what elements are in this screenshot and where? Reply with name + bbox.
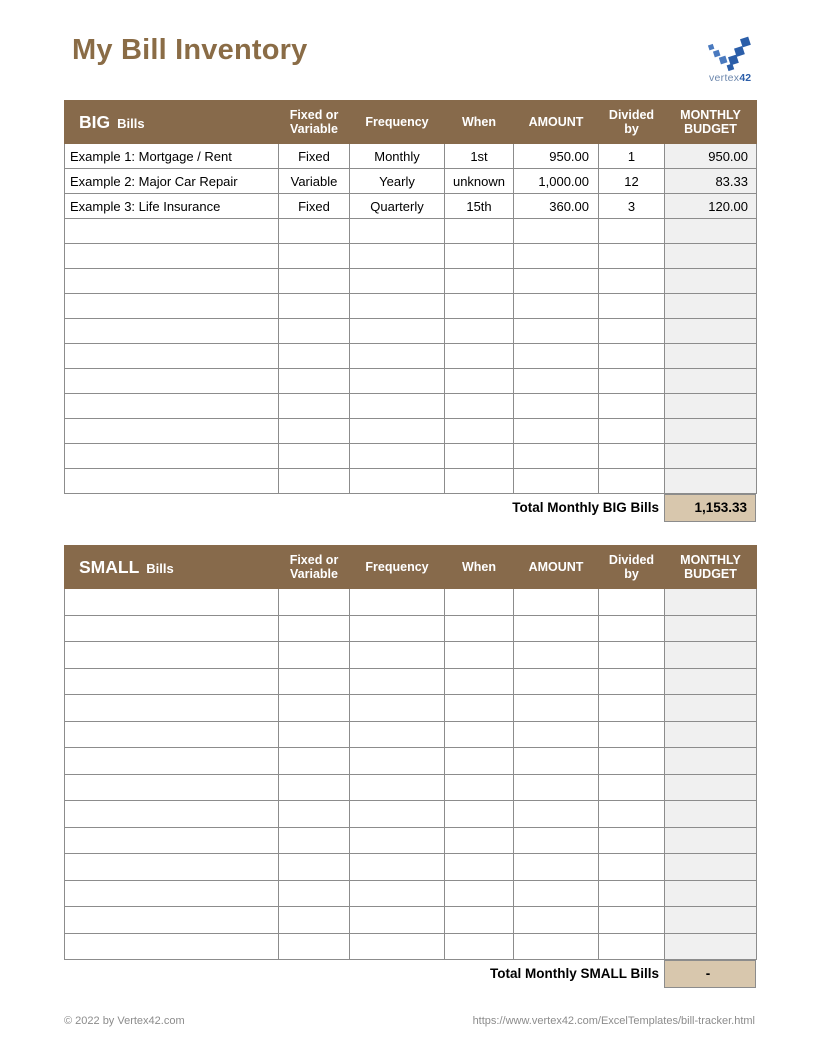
big-empty-row bbox=[65, 244, 757, 269]
frequency-cell bbox=[350, 748, 445, 775]
small-empty-row bbox=[65, 668, 757, 695]
column-header-amount: AMOUNT bbox=[514, 101, 599, 144]
frequency-cell bbox=[350, 801, 445, 828]
when-cell bbox=[445, 444, 514, 469]
divided-by-cell bbox=[599, 419, 665, 444]
bill-name-cell bbox=[65, 615, 279, 642]
fixed-or-variable-cell bbox=[279, 854, 350, 881]
monthly-budget-cell bbox=[665, 444, 757, 469]
column-header-monthly-budget: MONTHLY BUDGET bbox=[665, 546, 757, 589]
monthly-budget-cell bbox=[665, 419, 757, 444]
fixed-or-variable-cell bbox=[279, 344, 350, 369]
amount-cell bbox=[514, 827, 599, 854]
frequency-cell bbox=[350, 668, 445, 695]
small-total-row bbox=[64, 960, 756, 988]
column-header-fixed-or-variable: Fixed or Variable bbox=[279, 101, 350, 144]
divided-by-cell bbox=[599, 854, 665, 881]
monthly-budget-cell bbox=[665, 294, 757, 319]
fixed-or-variable-cell bbox=[279, 801, 350, 828]
monthly-budget-cell bbox=[665, 721, 757, 748]
when-cell bbox=[445, 880, 514, 907]
bill-name-cell bbox=[65, 668, 279, 695]
divided-by-cell bbox=[599, 615, 665, 642]
divided-by-cell: 1 bbox=[599, 144, 665, 169]
frequency-cell: Quarterly bbox=[350, 194, 445, 219]
fixed-or-variable-cell bbox=[279, 695, 350, 722]
amount-cell bbox=[514, 369, 599, 394]
small-empty-row bbox=[65, 880, 757, 907]
monthly-budget-cell bbox=[665, 827, 757, 854]
fixed-or-variable-cell: Fixed bbox=[279, 144, 350, 169]
amount-cell bbox=[514, 642, 599, 669]
divided-by-cell bbox=[599, 469, 665, 494]
vertex42-logo bbox=[698, 36, 762, 84]
bill-name-cell bbox=[65, 801, 279, 828]
amount-cell bbox=[514, 748, 599, 775]
frequency-cell bbox=[350, 219, 445, 244]
small-empty-row bbox=[65, 801, 757, 828]
divided-by-cell bbox=[599, 219, 665, 244]
when-cell: unknown bbox=[445, 169, 514, 194]
big-empty-row bbox=[65, 444, 757, 469]
bill-name-cell bbox=[65, 419, 279, 444]
table-title-main: SMALL bbox=[79, 556, 140, 577]
monthly-budget-cell bbox=[665, 854, 757, 881]
divided-by-cell bbox=[599, 369, 665, 394]
small-empty-row bbox=[65, 695, 757, 722]
bill-name-cell bbox=[65, 748, 279, 775]
frequency-cell bbox=[350, 642, 445, 669]
bill-name-cell bbox=[65, 907, 279, 934]
table-title-main: BIG bbox=[79, 111, 111, 132]
bill-name-cell bbox=[65, 269, 279, 294]
when-cell bbox=[445, 319, 514, 344]
when-cell bbox=[445, 774, 514, 801]
monthly-budget-cell bbox=[665, 344, 757, 369]
fixed-or-variable-cell bbox=[279, 880, 350, 907]
amount-cell bbox=[514, 269, 599, 294]
bill-name-cell: Example 2: Major Car Repair bbox=[65, 169, 279, 194]
big-empty-row bbox=[65, 469, 757, 494]
small-empty-row bbox=[65, 854, 757, 881]
page-footer bbox=[64, 1015, 755, 1027]
when-cell bbox=[445, 854, 514, 881]
when-cell bbox=[445, 907, 514, 934]
amount-cell: 1,000.00 bbox=[514, 169, 599, 194]
frequency-cell bbox=[350, 774, 445, 801]
fixed-or-variable-cell bbox=[279, 444, 350, 469]
when-cell bbox=[445, 419, 514, 444]
frequency-cell bbox=[350, 294, 445, 319]
divided-by-cell bbox=[599, 589, 665, 616]
footer-url-link[interactable]: https://www.vertex42.com/ExcelTemplates/bill-tracker.html bbox=[472, 1015, 755, 1027]
small-bills-title-header bbox=[65, 546, 279, 589]
small-empty-row bbox=[65, 748, 757, 775]
when-cell bbox=[445, 748, 514, 775]
big-total-value-cell: 1,153.33 bbox=[664, 494, 756, 522]
column-header-frequency: Frequency bbox=[350, 546, 445, 589]
monthly-budget-cell: 950.00 bbox=[665, 144, 757, 169]
amount-cell bbox=[514, 907, 599, 934]
fixed-or-variable-cell: Variable bbox=[279, 169, 350, 194]
fixed-or-variable-cell bbox=[279, 642, 350, 669]
amount-cell bbox=[514, 854, 599, 881]
divided-by-cell: 3 bbox=[599, 194, 665, 219]
column-header-fixed-or-variable: Fixed or Variable bbox=[279, 546, 350, 589]
frequency-cell bbox=[350, 394, 445, 419]
bill-name-cell bbox=[65, 695, 279, 722]
monthly-budget-cell bbox=[665, 589, 757, 616]
monthly-budget-cell bbox=[665, 369, 757, 394]
monthly-budget-cell bbox=[665, 748, 757, 775]
divided-by-cell bbox=[599, 444, 665, 469]
monthly-budget-cell bbox=[665, 615, 757, 642]
big-bills-section bbox=[64, 100, 756, 522]
frequency-cell bbox=[350, 907, 445, 934]
when-cell bbox=[445, 294, 514, 319]
amount-cell bbox=[514, 774, 599, 801]
frequency-cell bbox=[350, 269, 445, 294]
big-empty-row bbox=[65, 294, 757, 319]
amount-cell bbox=[514, 294, 599, 319]
fixed-or-variable-cell bbox=[279, 748, 350, 775]
bill-name-cell bbox=[65, 827, 279, 854]
column-header-frequency: Frequency bbox=[350, 101, 445, 144]
frequency-cell bbox=[350, 695, 445, 722]
amount-cell bbox=[514, 801, 599, 828]
monthly-budget-cell bbox=[665, 469, 757, 494]
amount-cell bbox=[514, 219, 599, 244]
column-header-when: When bbox=[445, 101, 514, 144]
fixed-or-variable-cell bbox=[279, 668, 350, 695]
bill-name-cell bbox=[65, 244, 279, 269]
bill-name-cell bbox=[65, 854, 279, 881]
when-cell bbox=[445, 933, 514, 960]
frequency-cell bbox=[350, 721, 445, 748]
column-header-when: When bbox=[445, 546, 514, 589]
bill-name-cell bbox=[65, 933, 279, 960]
amount-cell: 950.00 bbox=[514, 144, 599, 169]
monthly-budget-cell bbox=[665, 642, 757, 669]
bill-name-cell: Example 3: Life Insurance bbox=[65, 194, 279, 219]
copyright-text: © 2022 by Vertex42.com bbox=[64, 1015, 185, 1027]
big-empty-row bbox=[65, 319, 757, 344]
when-cell bbox=[445, 219, 514, 244]
page-title: My Bill Inventory bbox=[72, 34, 308, 66]
when-cell: 1st bbox=[445, 144, 514, 169]
when-cell bbox=[445, 344, 514, 369]
small-bills-section bbox=[64, 545, 756, 988]
frequency-cell bbox=[350, 827, 445, 854]
big-empty-row bbox=[65, 344, 757, 369]
frequency-cell: Yearly bbox=[350, 169, 445, 194]
divided-by-cell bbox=[599, 774, 665, 801]
bill-name-cell bbox=[65, 394, 279, 419]
frequency-cell bbox=[350, 469, 445, 494]
big-empty-row bbox=[65, 269, 757, 294]
frequency-cell bbox=[350, 244, 445, 269]
divided-by-cell bbox=[599, 907, 665, 934]
big-header-row bbox=[65, 101, 757, 144]
divided-by-cell bbox=[599, 244, 665, 269]
when-cell bbox=[445, 721, 514, 748]
big-empty-row bbox=[65, 369, 757, 394]
amount-cell bbox=[514, 880, 599, 907]
big-bill-row bbox=[65, 144, 757, 169]
frequency-cell bbox=[350, 880, 445, 907]
small-empty-row bbox=[65, 827, 757, 854]
small-empty-row bbox=[65, 589, 757, 616]
monthly-budget-cell: 83.33 bbox=[665, 169, 757, 194]
bill-name-cell bbox=[65, 319, 279, 344]
divided-by-cell bbox=[599, 880, 665, 907]
when-cell bbox=[445, 369, 514, 394]
when-cell bbox=[445, 269, 514, 294]
monthly-budget-cell bbox=[665, 219, 757, 244]
frequency-cell bbox=[350, 615, 445, 642]
frequency-cell bbox=[350, 933, 445, 960]
big-bill-row bbox=[65, 169, 757, 194]
when-cell bbox=[445, 695, 514, 722]
frequency-cell bbox=[350, 444, 445, 469]
when-cell bbox=[445, 827, 514, 854]
divided-by-cell: 12 bbox=[599, 169, 665, 194]
small-empty-row bbox=[65, 721, 757, 748]
column-header-monthly-budget: MONTHLY BUDGET bbox=[665, 101, 757, 144]
frequency-cell bbox=[350, 419, 445, 444]
fixed-or-variable-cell bbox=[279, 394, 350, 419]
monthly-budget-cell bbox=[665, 907, 757, 934]
big-total-label: Total Monthly BIG Bills bbox=[512, 500, 659, 515]
amount-cell bbox=[514, 344, 599, 369]
bill-name-cell bbox=[65, 369, 279, 394]
small-total-value-cell: - bbox=[664, 960, 756, 988]
divided-by-cell bbox=[599, 394, 665, 419]
vertex42-logo-text bbox=[698, 73, 762, 84]
monthly-budget-cell bbox=[665, 801, 757, 828]
small-empty-row bbox=[65, 642, 757, 669]
fixed-or-variable-cell bbox=[279, 419, 350, 444]
bill-name-cell bbox=[65, 469, 279, 494]
when-cell bbox=[445, 394, 514, 419]
divided-by-cell bbox=[599, 269, 665, 294]
small-empty-row bbox=[65, 933, 757, 960]
big-empty-row bbox=[65, 219, 757, 244]
divided-by-cell bbox=[599, 695, 665, 722]
monthly-budget-cell bbox=[665, 394, 757, 419]
table-title-sub: Bills bbox=[146, 560, 174, 576]
amount-cell bbox=[514, 394, 599, 419]
bill-name-cell bbox=[65, 444, 279, 469]
monthly-budget-cell bbox=[665, 695, 757, 722]
vertex42-logo-icon bbox=[703, 36, 757, 72]
logo-text-42: 42 bbox=[739, 72, 752, 84]
table-title-sub: Bills bbox=[117, 115, 145, 131]
frequency-cell: Monthly bbox=[350, 144, 445, 169]
bill-name-cell bbox=[65, 880, 279, 907]
divided-by-cell bbox=[599, 801, 665, 828]
bill-name-cell bbox=[65, 294, 279, 319]
monthly-budget-cell bbox=[665, 668, 757, 695]
divided-by-cell bbox=[599, 748, 665, 775]
when-cell: 15th bbox=[445, 194, 514, 219]
fixed-or-variable-cell bbox=[279, 294, 350, 319]
fixed-or-variable-cell bbox=[279, 269, 350, 294]
frequency-cell bbox=[350, 589, 445, 616]
divided-by-cell bbox=[599, 721, 665, 748]
monthly-budget-cell bbox=[665, 244, 757, 269]
small-header-row bbox=[65, 546, 757, 589]
bill-name-cell bbox=[65, 721, 279, 748]
divided-by-cell bbox=[599, 294, 665, 319]
frequency-cell bbox=[350, 854, 445, 881]
column-header-divided-by: Divided by bbox=[599, 546, 665, 589]
small-empty-row bbox=[65, 774, 757, 801]
when-cell bbox=[445, 589, 514, 616]
divided-by-cell bbox=[599, 668, 665, 695]
fixed-or-variable-cell: Fixed bbox=[279, 194, 350, 219]
when-cell bbox=[445, 668, 514, 695]
fixed-or-variable-cell bbox=[279, 907, 350, 934]
amount-cell bbox=[514, 615, 599, 642]
fixed-or-variable-cell bbox=[279, 319, 350, 344]
big-bill-row bbox=[65, 194, 757, 219]
amount-cell bbox=[514, 668, 599, 695]
divided-by-cell bbox=[599, 933, 665, 960]
monthly-budget-cell bbox=[665, 319, 757, 344]
big-bills-table bbox=[64, 100, 757, 494]
fixed-or-variable-cell bbox=[279, 615, 350, 642]
when-cell bbox=[445, 615, 514, 642]
divided-by-cell bbox=[599, 344, 665, 369]
frequency-cell bbox=[350, 369, 445, 394]
fixed-or-variable-cell bbox=[279, 827, 350, 854]
fixed-or-variable-cell bbox=[279, 369, 350, 394]
bill-name-cell bbox=[65, 219, 279, 244]
bill-name-cell bbox=[65, 589, 279, 616]
fixed-or-variable-cell bbox=[279, 219, 350, 244]
fixed-or-variable-cell bbox=[279, 721, 350, 748]
when-cell bbox=[445, 469, 514, 494]
logo-text-vertex: vertex bbox=[708, 72, 740, 84]
column-header-divided-by: Divided by bbox=[599, 101, 665, 144]
small-bills-table bbox=[64, 545, 757, 960]
small-empty-row bbox=[65, 615, 757, 642]
monthly-budget-cell bbox=[665, 774, 757, 801]
frequency-cell bbox=[350, 319, 445, 344]
small-empty-row bbox=[65, 907, 757, 934]
amount-cell bbox=[514, 721, 599, 748]
divided-by-cell bbox=[599, 319, 665, 344]
fixed-or-variable-cell bbox=[279, 589, 350, 616]
big-bills-title-header bbox=[65, 101, 279, 144]
amount-cell bbox=[514, 695, 599, 722]
big-total-row bbox=[64, 494, 756, 522]
when-cell bbox=[445, 801, 514, 828]
fixed-or-variable-cell bbox=[279, 244, 350, 269]
bill-name-cell bbox=[65, 642, 279, 669]
when-cell bbox=[445, 244, 514, 269]
amount-cell bbox=[514, 933, 599, 960]
big-empty-row bbox=[65, 419, 757, 444]
monthly-budget-cell bbox=[665, 880, 757, 907]
amount-cell bbox=[514, 244, 599, 269]
divided-by-cell bbox=[599, 642, 665, 669]
amount-cell bbox=[514, 589, 599, 616]
monthly-budget-cell: 120.00 bbox=[665, 194, 757, 219]
amount-cell bbox=[514, 469, 599, 494]
monthly-budget-cell bbox=[665, 933, 757, 960]
divided-by-cell bbox=[599, 827, 665, 854]
bill-name-cell bbox=[65, 774, 279, 801]
bill-name-cell bbox=[65, 344, 279, 369]
fixed-or-variable-cell bbox=[279, 933, 350, 960]
amount-cell bbox=[514, 419, 599, 444]
fixed-or-variable-cell bbox=[279, 469, 350, 494]
monthly-budget-cell bbox=[665, 269, 757, 294]
column-header-amount: AMOUNT bbox=[514, 546, 599, 589]
big-empty-row bbox=[65, 394, 757, 419]
frequency-cell bbox=[350, 344, 445, 369]
amount-cell bbox=[514, 319, 599, 344]
fixed-or-variable-cell bbox=[279, 774, 350, 801]
bill-name-cell: Example 1: Mortgage / Rent bbox=[65, 144, 279, 169]
small-total-label: Total Monthly SMALL Bills bbox=[490, 966, 659, 981]
amount-cell: 360.00 bbox=[514, 194, 599, 219]
amount-cell bbox=[514, 444, 599, 469]
when-cell bbox=[445, 642, 514, 669]
